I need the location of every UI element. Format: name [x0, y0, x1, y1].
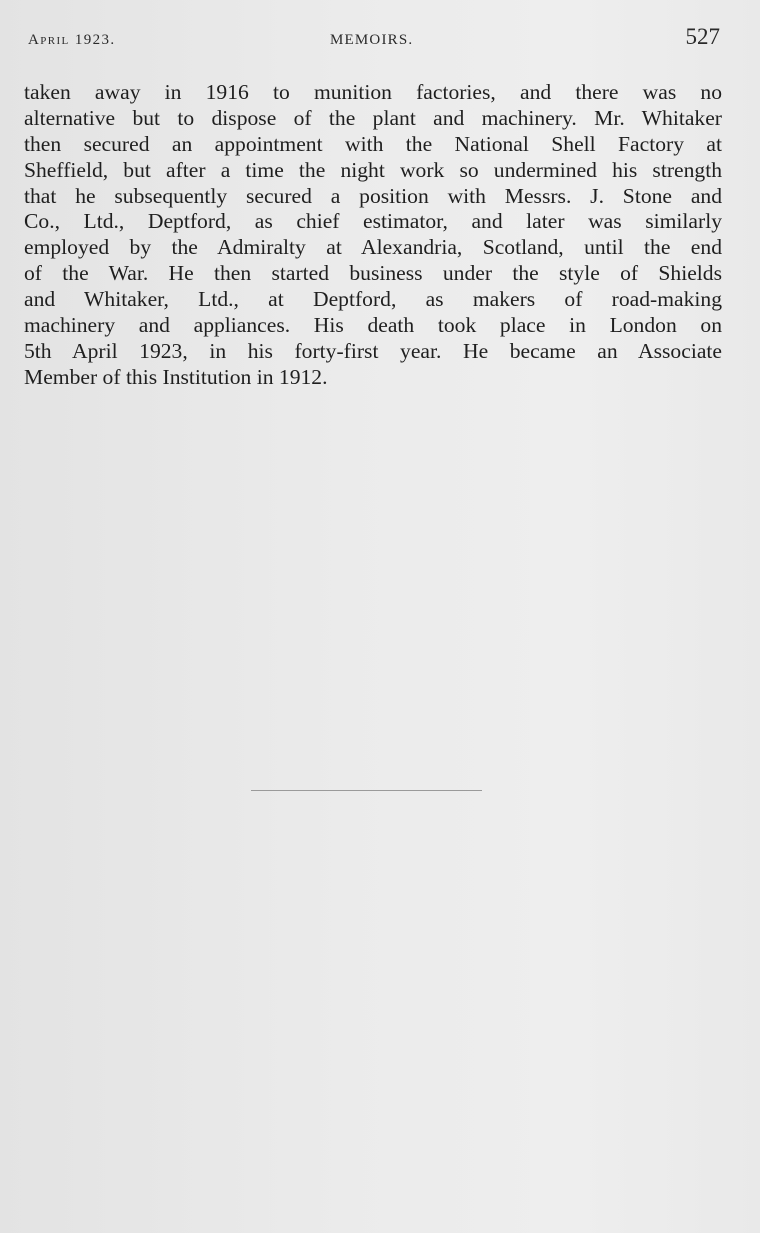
text-line: 5th April 1923, in his forty-first year. He became an Associate — [24, 338, 722, 363]
text-line: taken away in 1916 to munition factories, and there was no — [24, 80, 722, 104]
text-line: employed by the Admiralty at Alexandria, Scotland, until the end — [24, 235, 722, 260]
running-header — [28, 24, 722, 54]
page-number: 527 — [685, 24, 720, 49]
text-line: that he subsequently secured a position with Messrs. J. Stone and — [24, 183, 722, 208]
text-line-last: Member of this Institution in 1912. — [24, 364, 328, 389]
section-divider — [251, 790, 482, 791]
text-line: then secured an appointment with the National Shell Factory at — [24, 131, 722, 156]
text-line: of the War. He then started business under the style of Shields — [24, 261, 722, 286]
running-header-date: April 1923. — [28, 32, 116, 48]
text-line: machinery and appliances. His death took place in London on — [24, 313, 722, 338]
text-line: Sheffield, but after a time the night work so undermined his strength — [24, 157, 722, 182]
memoir-paragraph — [24, 80, 722, 391]
text-line: and Whitaker, Ltd., at Deptford, as makers of road-making — [24, 287, 722, 312]
text-line: Co., Ltd., Deptford, as chief estimator, and later was similarly — [24, 209, 722, 234]
text-line: alternative but to dispose of the plant and machinery. Mr. Whitaker — [24, 105, 722, 130]
running-header-title: MEMOIRS. — [330, 32, 414, 48]
